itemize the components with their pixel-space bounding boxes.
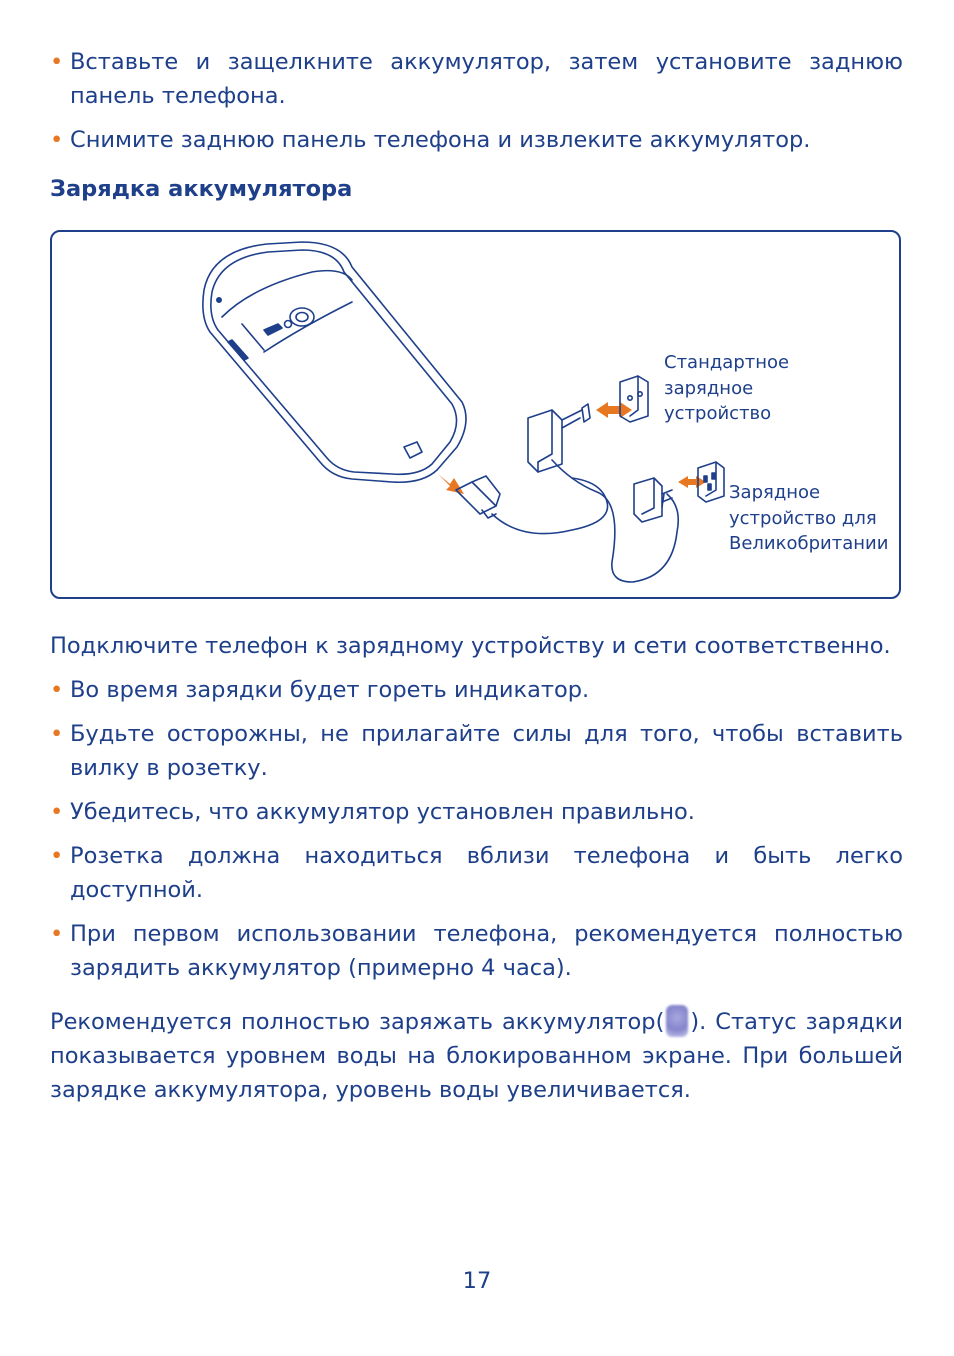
- label-line: Великобритании: [729, 533, 889, 554]
- standard-charger: [528, 404, 590, 472]
- bullet-dot: •: [50, 49, 64, 75]
- bullet-text: Розетка должна находиться вблизи телефона и быть легко доступной.: [70, 843, 903, 903]
- bullet-dot: •: [50, 921, 64, 947]
- charger-cable: [492, 478, 608, 534]
- label-line: устройство для: [729, 507, 877, 529]
- section-heading: Зарядка аккумулятора: [50, 176, 353, 202]
- bullet-socket-nearby: [50, 839, 903, 907]
- uk-charger: [634, 478, 672, 522]
- bullet-dot: •: [50, 843, 64, 869]
- bullet-text: Убедитесь, что аккумулятор установлен правильно.: [70, 799, 695, 825]
- bullet-battery-installed: [50, 795, 903, 829]
- bullet-dot: •: [50, 799, 64, 825]
- bullet-dot: •: [50, 721, 64, 747]
- bullet-remove-battery: [50, 123, 903, 157]
- bullet-text: Будьте осторожны, не прилагайте силы для того, чтобы вставить вилку в розетку.: [70, 721, 903, 781]
- paragraph-text-end: ). Статус зарядки показывается уровнем воды на блокированном экране. При большей зарядке аккумулятора, уровень воды увеличивается.: [50, 1009, 903, 1103]
- arrow-standard-socket: [596, 402, 632, 418]
- label-line: Стандартное: [664, 352, 790, 373]
- arrow-to-phone: [438, 474, 464, 494]
- page-number: 17: [462, 1268, 492, 1294]
- bullet-first-use: [50, 917, 903, 985]
- usb-connector: [456, 476, 500, 518]
- label-line: устройство: [664, 403, 772, 424]
- bullet-careful: [50, 717, 903, 785]
- charging-status-paragraph: [50, 1005, 903, 1107]
- label-line: зарядное: [664, 377, 754, 399]
- label-line: Зарядное: [729, 482, 821, 503]
- bullet-text: Вставьте и защелкните аккумулятор, затем установите заднюю панель телефона.: [70, 49, 903, 109]
- paragraph-text-start: Рекомендуется полностью заряжать аккумулятор(: [50, 1009, 665, 1035]
- connect-instruction: Подключите телефон к зарядному устройству и сети соответственно.: [50, 633, 891, 659]
- phone-back-illustration: [203, 242, 466, 482]
- bullet-text: При первом использовании телефона, рекомендуется полностью зарядить аккумулятор (примерно 4 часа).: [70, 921, 903, 981]
- bullet-indicator: [50, 673, 903, 707]
- bullet-insert-battery: [50, 45, 903, 113]
- bullet-text: Снимите заднюю панель телефона и извлеките аккумулятор.: [70, 127, 811, 153]
- label-uk-charger: [729, 480, 888, 557]
- battery-icon: [666, 1005, 688, 1037]
- bullet-text: Во время зарядки будет гореть индикатор.: [70, 677, 590, 703]
- charging-illustration: [50, 230, 901, 599]
- bullet-dot: •: [50, 127, 64, 153]
- bullet-dot: •: [50, 677, 64, 703]
- label-standard-charger: [664, 350, 789, 427]
- arrow-uk-socket: [678, 476, 706, 488]
